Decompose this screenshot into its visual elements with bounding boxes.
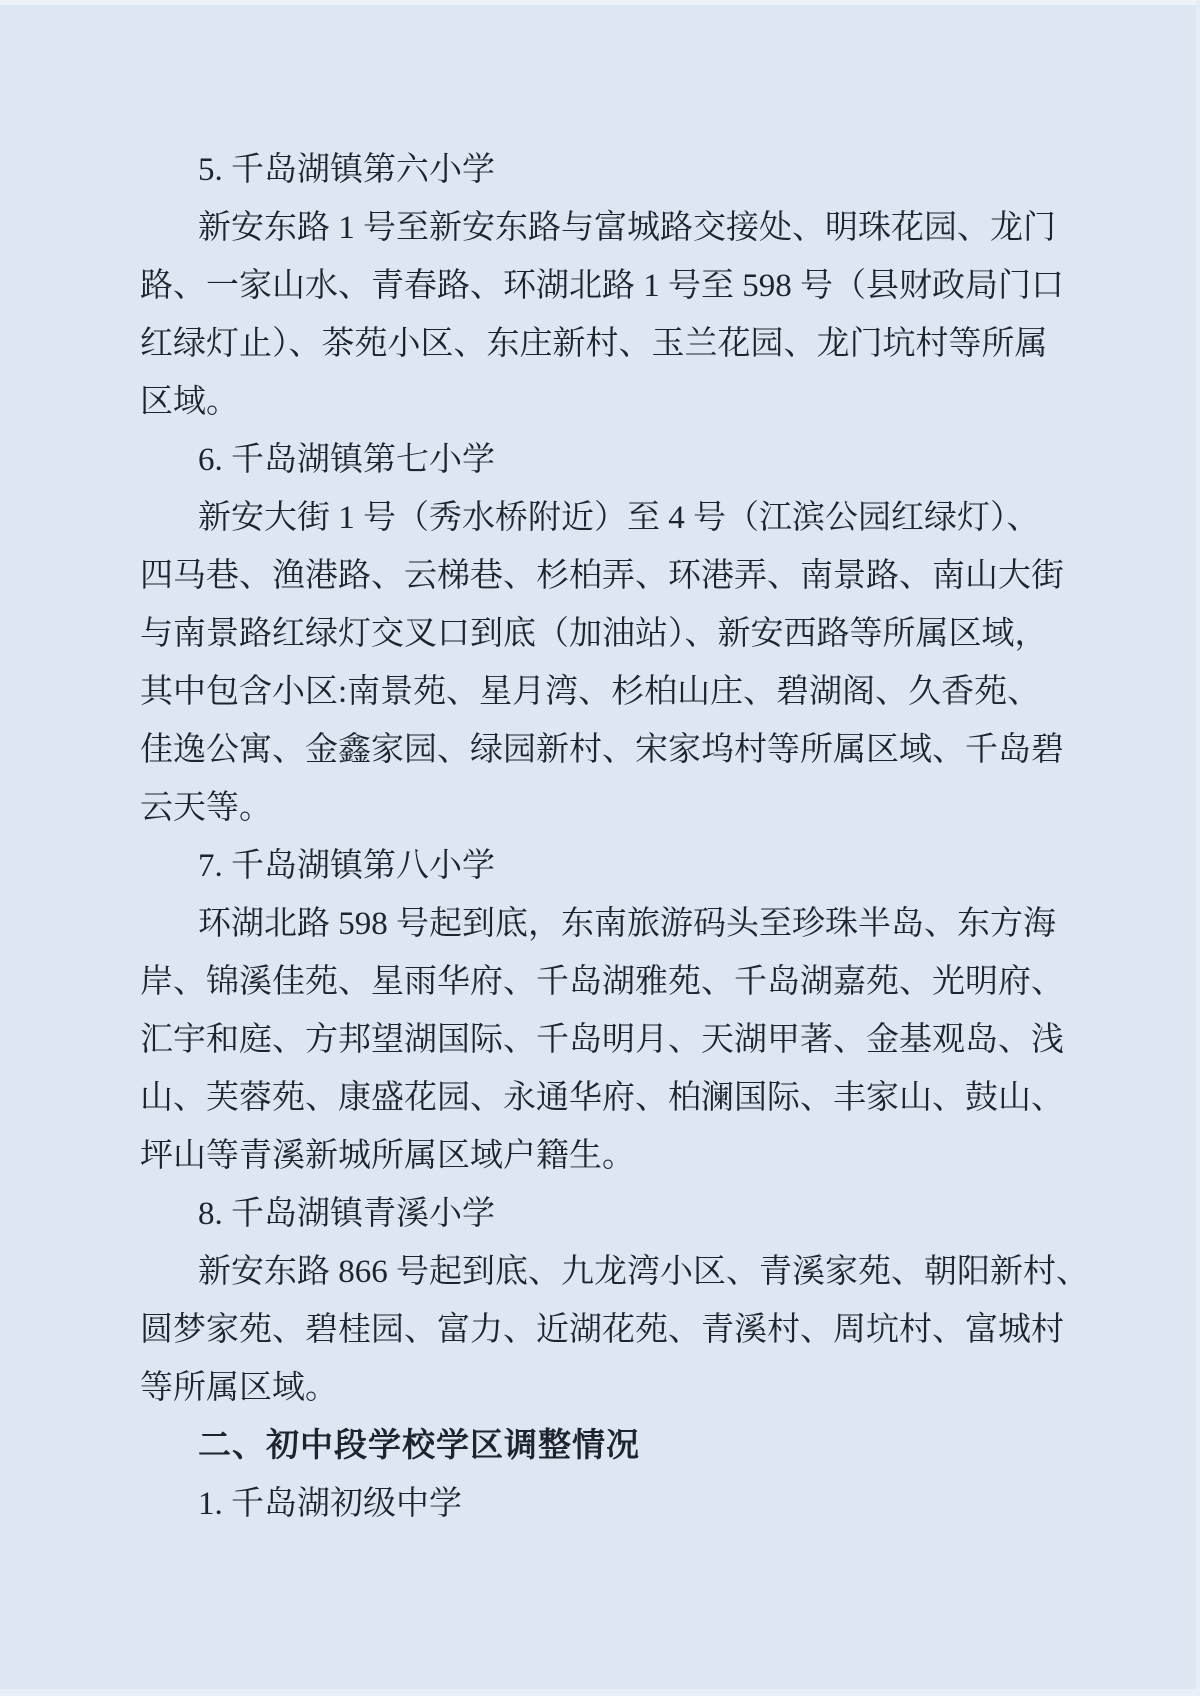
text-line: 1. 千岛湖初级中学 <box>198 1486 462 1522</box>
text-line: 7. 千岛湖镇第八小学 <box>198 848 495 884</box>
text-line: 6. 千岛湖镇第七小学 <box>198 442 495 478</box>
text-line: 等所属区域。 <box>140 1370 338 1406</box>
text-line: 新安大街 1 号（秀水桥附近）至 4 号（江滨公园红绿灯）、 <box>198 500 1040 536</box>
text-line: 路、一家山水、青春路、环湖北路 1 号至 598 号（县财政局门口 <box>140 268 1064 304</box>
text-line: 其中包含小区:南景苑、星月湾、杉柏山庄、碧湖阁、久香苑、 <box>140 674 1041 710</box>
section-heading: 二、初中段学校学区调整情况 <box>198 1428 640 1464</box>
text-line: 8. 千岛湖镇青溪小学 <box>198 1196 495 1232</box>
text-line: 环湖北路 598 号起到底，东南旅游码头至珍珠半岛、东方海 <box>198 906 1056 942</box>
text-line: 与南景路红绿灯交叉口到底（加油站）、新安西路等所属区域， <box>140 616 1048 652</box>
text-line: 汇宇和庭、方邦望湖国际、千岛明月、天湖甲著、金基观岛、浅 <box>140 1022 1064 1058</box>
text-line: 区域。 <box>140 384 239 420</box>
text-line: 云天等。 <box>140 790 272 826</box>
text-line: 新安东路 1 号至新安东路与富城路交接处、明珠花园、龙门 <box>198 210 1056 246</box>
page-top-edge <box>0 0 1200 5</box>
text-line: 5. 千岛湖镇第六小学 <box>198 152 495 188</box>
text-line: 坪山等青溪新城所属区域户籍生。 <box>140 1138 635 1174</box>
page-right-edge <box>1196 0 1200 1696</box>
text-line: 岸、锦溪佳苑、星雨华府、千岛湖雅苑、千岛湖嘉苑、光明府、 <box>140 964 1064 1000</box>
text-line: 山、芙蓉苑、康盛花园、永通华府、柏澜国际、丰家山、鼓山、 <box>140 1080 1064 1116</box>
text-line: 圆梦家苑、碧桂园、富力、近湖花苑、青溪村、周坑村、富城村 <box>140 1312 1064 1348</box>
text-line: 四马巷、渔港路、云梯巷、杉柏弄、环港弄、南景路、南山大街 <box>140 558 1064 594</box>
document-page <box>140 141 1089 1533</box>
text-line: 佳逸公寓、金鑫家园、绿园新村、宋家坞村等所属区域、千岛碧 <box>140 732 1064 768</box>
text-line: 新安东路 866 号起到底、九龙湾小区、青溪家苑、朝阳新村、 <box>198 1254 1089 1290</box>
text-line: 红绿灯止）、茶苑小区、东庄新村、玉兰花园、龙门坑村等所属 <box>140 326 1048 362</box>
page-bottom-edge <box>0 1689 1200 1696</box>
